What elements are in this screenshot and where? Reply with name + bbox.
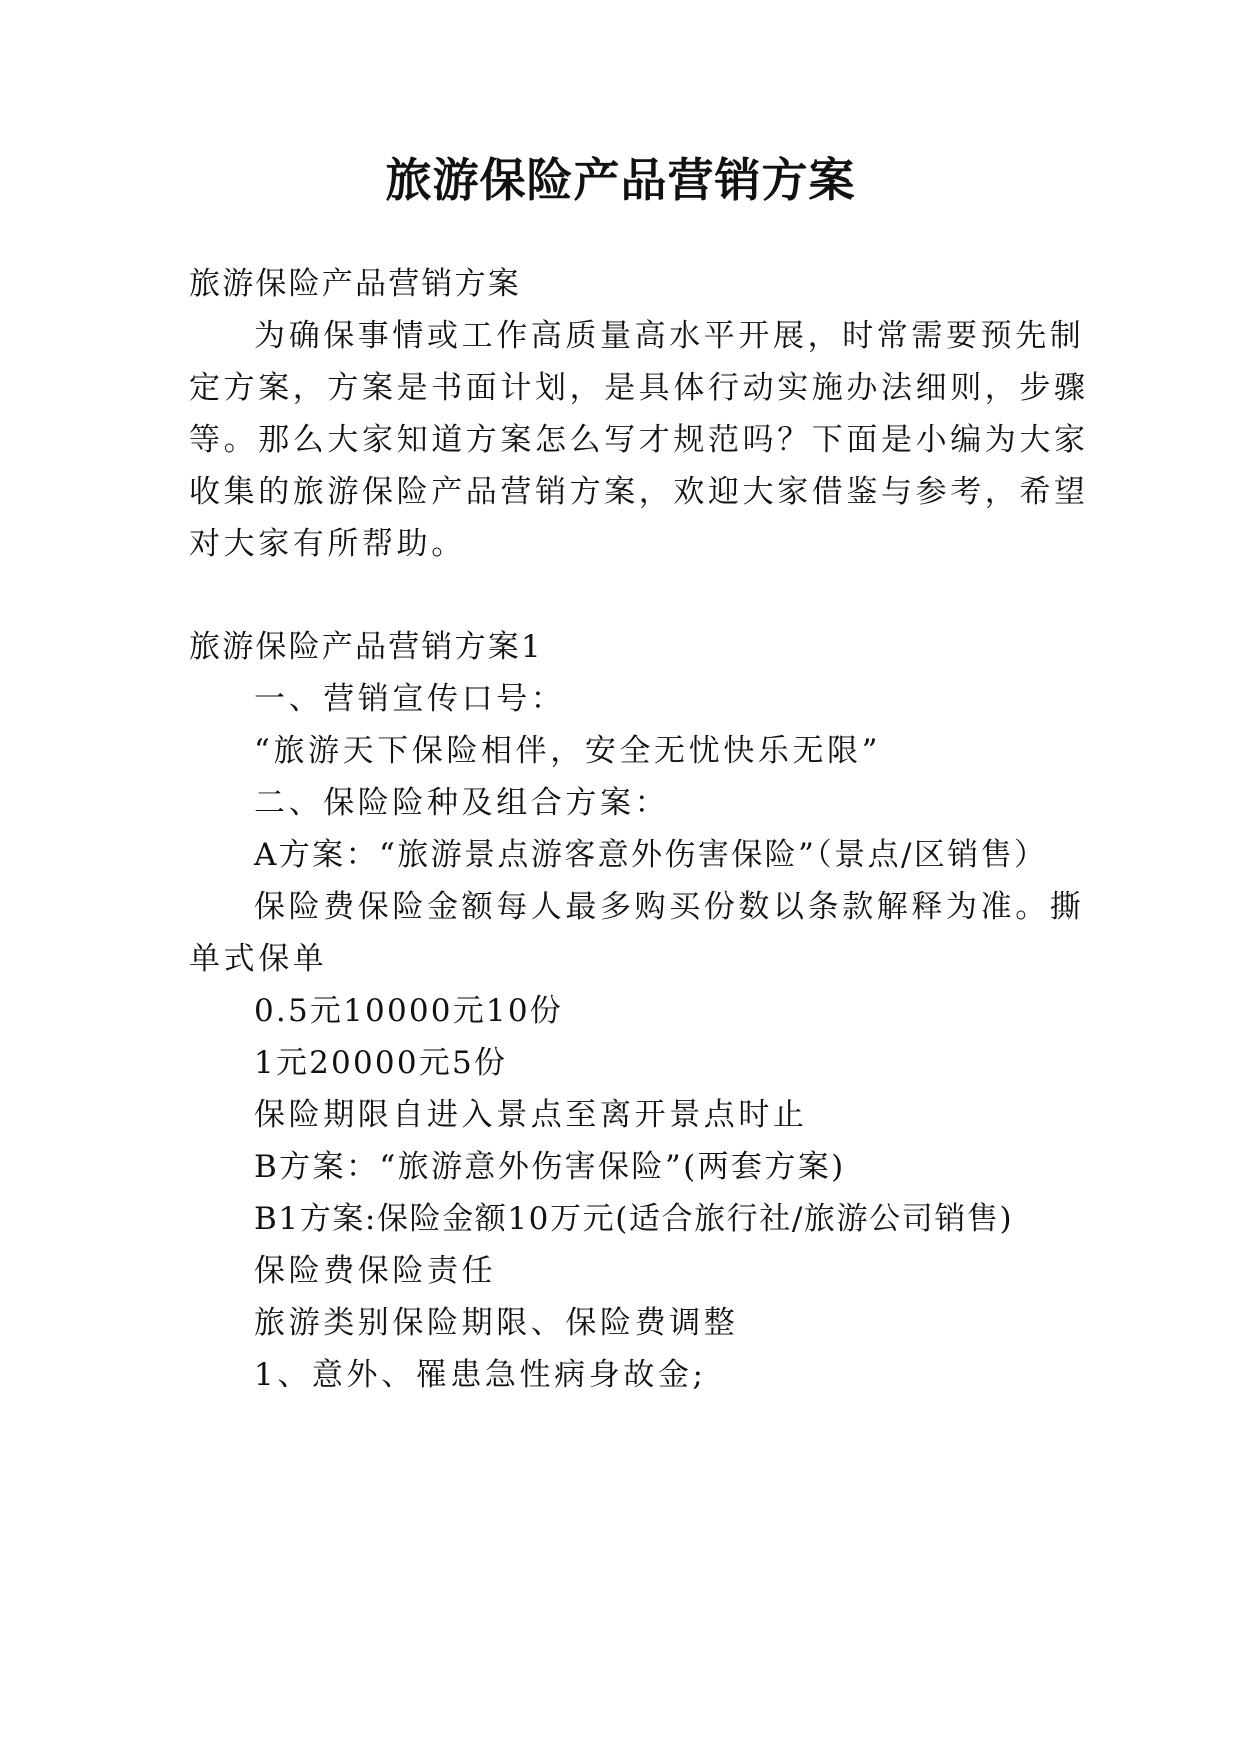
document-title: 旅游保险产品营销方案 — [385, 153, 856, 207]
intro-line-1: 为确保事情或工作高质量高水平开展，时常需要预先制 — [254, 318, 1085, 354]
section1-line-5: 保险费保险金额每人最多购买份数以条款解释为准。撕 — [254, 889, 1085, 925]
section1-line-4: A方案：“旅游景点游客意外伤害保险”（景点/区销售） — [254, 837, 1048, 873]
intro-line-2: 定方案，方案是书面计划，是具体行动实施办法细则，步骤 — [189, 370, 1089, 406]
section1-heading: 旅游保险产品营销方案1 — [189, 629, 543, 665]
section1-line-6: 单式保单 — [189, 941, 328, 977]
intro-heading: 旅游保险产品营销方案 — [189, 266, 521, 302]
intro-line-5: 对大家有所帮助。 — [189, 526, 466, 562]
section1-line-1: 一、营销宣传口号： — [254, 681, 566, 717]
section1-line-2: “旅游天下保险相伴，安全无忧快乐无限” — [254, 733, 882, 769]
section1-line-3: 二、保险险种及组合方案： — [254, 785, 670, 821]
section1-line-8: 1元20000元5份 — [254, 1045, 508, 1081]
section1-line-9: 保险期限自进入景点至离开景点时止 — [254, 1097, 808, 1133]
intro-line-4: 收集的旅游保险产品营销方案，欢迎大家借鉴与参考，希望 — [189, 474, 1089, 510]
section1-line-13: 旅游类别保险期限、保险费调整 — [254, 1305, 739, 1341]
section1-line-7: 0.5元10000元10份 — [254, 993, 563, 1029]
section1-line-11: B1方案:保险金额10万元(适合旅行社/旅游公司销售) — [254, 1201, 1014, 1237]
section1-line-10: B方案：“旅游意外伤害保险”(两套方案) — [254, 1149, 846, 1185]
section1-line-12: 保险费保险责任 — [254, 1253, 497, 1289]
intro-line-3: 等。那么大家知道方案怎么写才规范吗？下面是小编为大家 — [189, 422, 1089, 458]
section1-line-14: 1、意外、罹患急性病身故金; — [254, 1357, 707, 1393]
